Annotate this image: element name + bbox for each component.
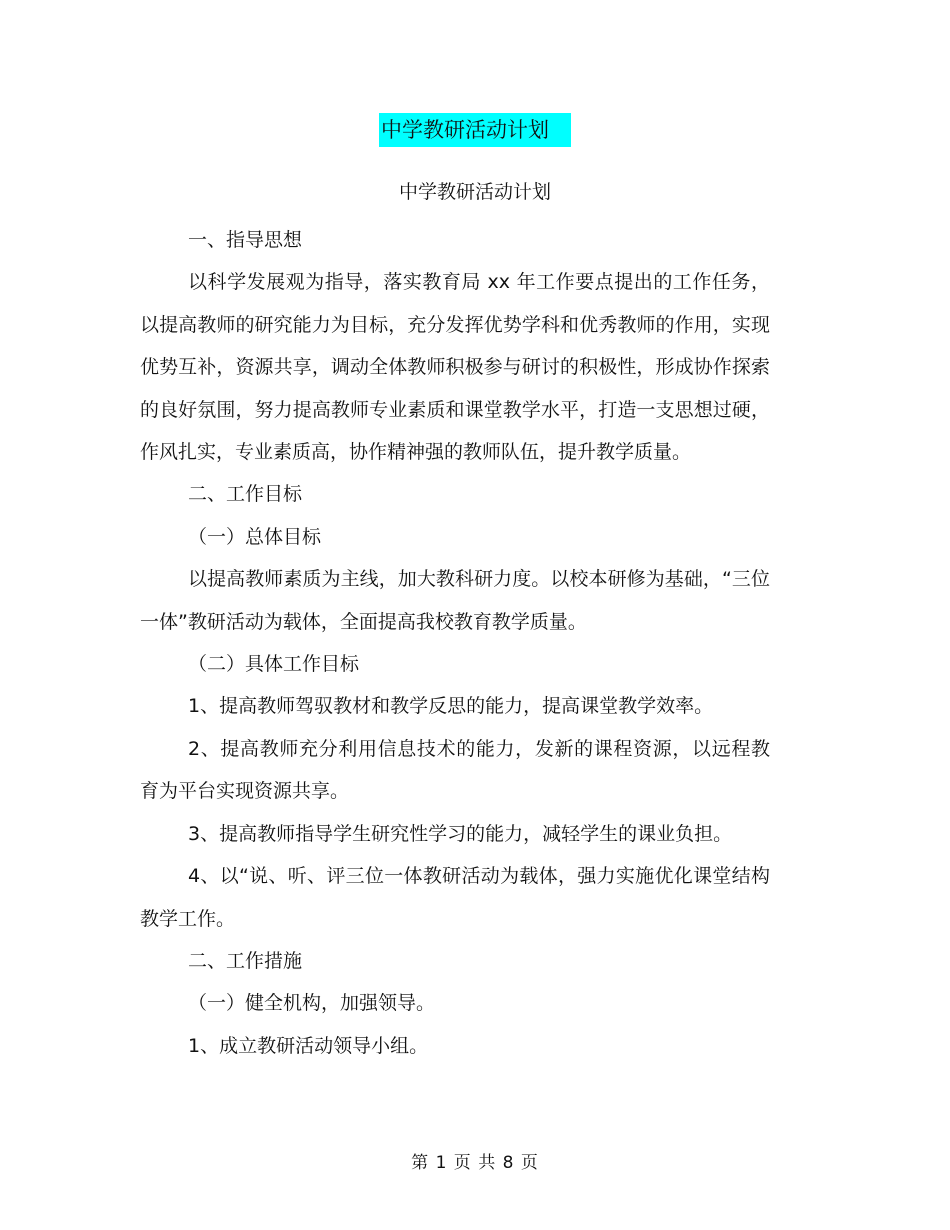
paragraph-guiding-thought: 以科学发展观为指导，落实教育局 xx 年工作要点提出的工作任务，以提高教师的研究能力为目标，充分发挥优势学科和优秀教师的作用，实现优势互补，资源共享，调动全体教师积极参与研讨的积极性，形成协作探索的良好氛围，努力提高教师专业素质和课堂教学水平，打造一支思想过硬，作风扎实，专业素质高，协作精神强的教师队伍，提升教学质量。 bbox=[140, 271, 770, 464]
document-title: 中学教研活动计划 bbox=[379, 113, 571, 147]
list-item-goal-2: 2、提高教师充分利用信息技术的能力，发新的课程资源，以远程教育为平台实现资源共享。 bbox=[140, 737, 770, 803]
list-item-measure-1: 1、成立教研活动领导小组。 bbox=[188, 1034, 429, 1057]
section-heading-guiding-thought: 一、指导思想 bbox=[188, 229, 303, 251]
page-number-footer: 第 1 页 共 8 页 bbox=[411, 1153, 539, 1173]
section-heading-work-measures: 二、工作措施 bbox=[188, 949, 303, 972]
paragraph-overall-goal: 以提高教师素质为主线，加大教科研力度。以校本研修为基础，“三位一体”教研活动为载体，全面提高我校教育教学质量。 bbox=[140, 568, 770, 633]
list-item-goal-4: 4、以“说、听、评三位一体教研活动为载体，强力实施优化课堂结构教学工作。 bbox=[140, 865, 770, 930]
list-item-goal-3: 3、提高教师指导学生研究性学习的能力，减轻学生的课业负担。 bbox=[188, 822, 733, 845]
section-heading-work-goals: 二、工作目标 bbox=[188, 483, 303, 506]
document-subtitle: 中学教研活动计划 bbox=[398, 181, 551, 203]
subsection-heading-overall-goal: （一）总体目标 bbox=[188, 525, 322, 548]
document-title-wrap bbox=[0, 113, 950, 147]
list-item-goal-1: 1、提高教师驾驭教材和教学反思的能力，提高课堂教学效率。 bbox=[188, 695, 714, 718]
document-body bbox=[140, 219, 770, 1067]
subsection-heading-specific-goals: （二）具体工作目标 bbox=[188, 653, 360, 676]
subsection-heading-organization: （一）健全机构，加强领导。 bbox=[188, 992, 436, 1015]
